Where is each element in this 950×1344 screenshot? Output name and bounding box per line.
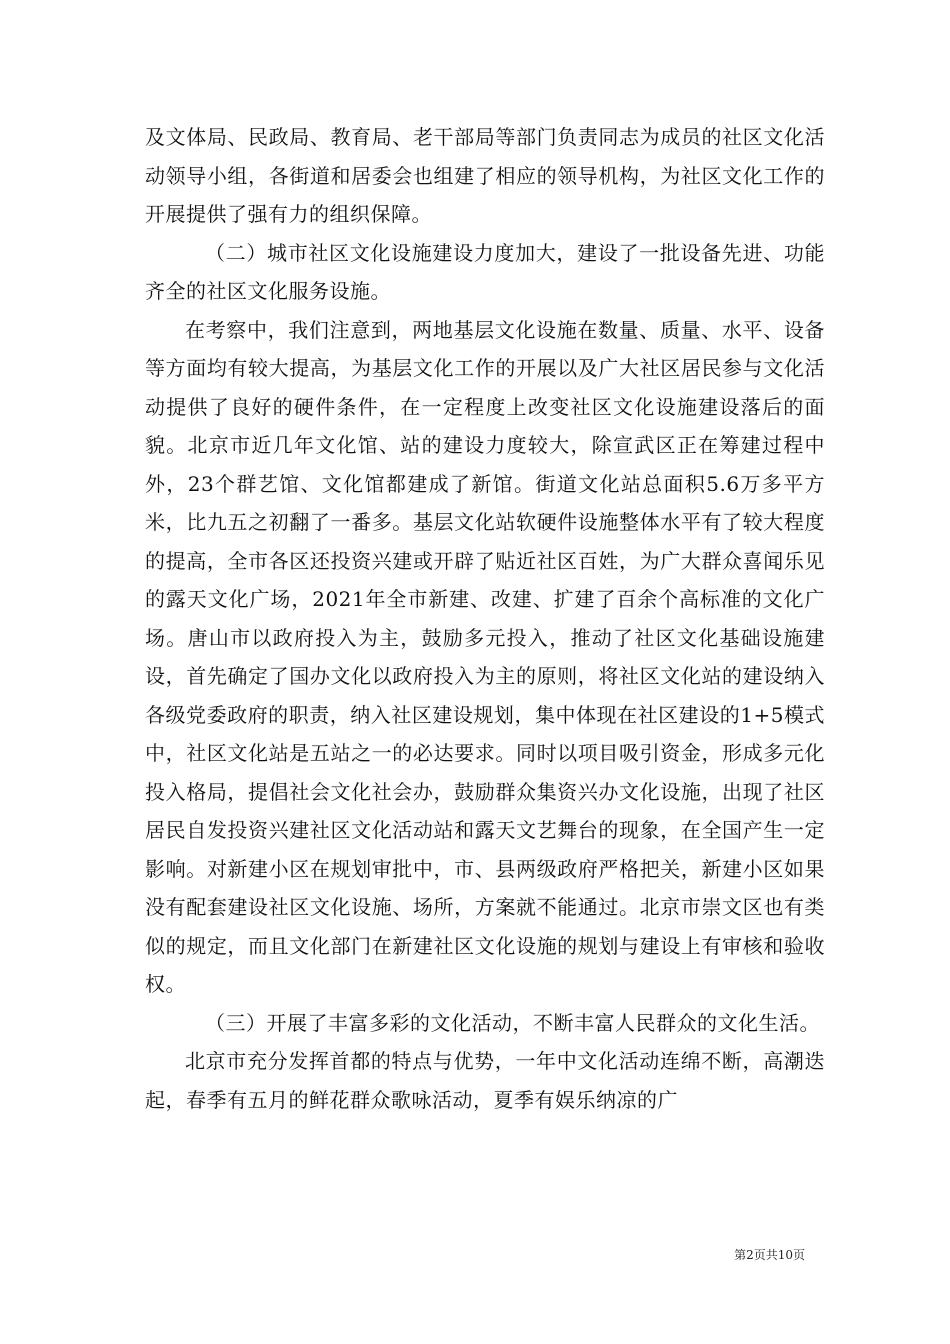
page-number-footer: 第2页共10页 [734, 1248, 805, 1262]
paragraph-activities: 北京市充分发挥首都的特点与优势，一年中文化活动连绵不断，高潮迭起，春季有五月的鲜花群众歌咏活动，夏季有娱乐纳凉的广 [145, 1049, 825, 1112]
paragraph-facilities: 在考察中，我们注意到，两地基层文化设施在数量、质量、水平、设备等方面均有较大提高，为基层文化工作的开展以及广大社区居民参与文化活动提供了良好的硬件条件，在一定程度上改变社区文化设施建设落后的面貌。北京市近几年文化馆、站的建设力度较大，除宣武区正在筹建过程中外，23个群艺馆、文化馆都建成了新馆。街道文化站总面积5.6万多平方米，比九五之初翻了一番多。基层文化站软硬件设施整体水平有了较大程度的提高，全市各区还投资兴建或开辟了贴近社区百姓，为广大群众喜闻乐见的露天文化广场，2021年全市新建、改建、扩建了百余个高标准的文化广场。唐山市以政府投入为主，鼓励多元投入，推动了社区文化基础设施建设，首先确定了国办文化以政府投入为主的原则，将社区文化站的建设纳入各级党委政府的职责，纳入社区建设规划，集中体现在社区建设的1+5模式中，社区文化站是五站之一的必达要求。同时以项目吸引资金，形成多元化投入格局，提倡社会文化社会办，鼓励群众集资兴办文化设施，出现了社区居民自发投资兴建社区文化活动站和露天文艺舞台的现象，在全国产生一定影响。对新建小区在规划审批中，市、县两级政府严格把关，新建小区如果没有配套建设社区文化设施、场所，方案就不能通过。北京市崇文区也有类似的规定，而且文化部门在新建社区文化设施的规划与建设上有审核和验收权。 [145, 317, 825, 996]
section-heading-3: （三）开展了丰富多彩的文化活动，不断丰富人民群众的文化生活。 [205, 1010, 820, 1035]
section-heading-2: （二）城市社区文化设施建设力度加大，建设了一批设备先进、功能齐全的社区文化服务设施。 [145, 240, 825, 303]
paragraph-continuation: 及文体局、民政局、教育局、老干部局等部门负责同志为成员的社区文化活动领导小组，各街道和居委会也组建了相应的领导机构，为社区文化工作的开展提供了强有力的组织保障。 [145, 125, 825, 226]
body-text [145, 118, 825, 1119]
